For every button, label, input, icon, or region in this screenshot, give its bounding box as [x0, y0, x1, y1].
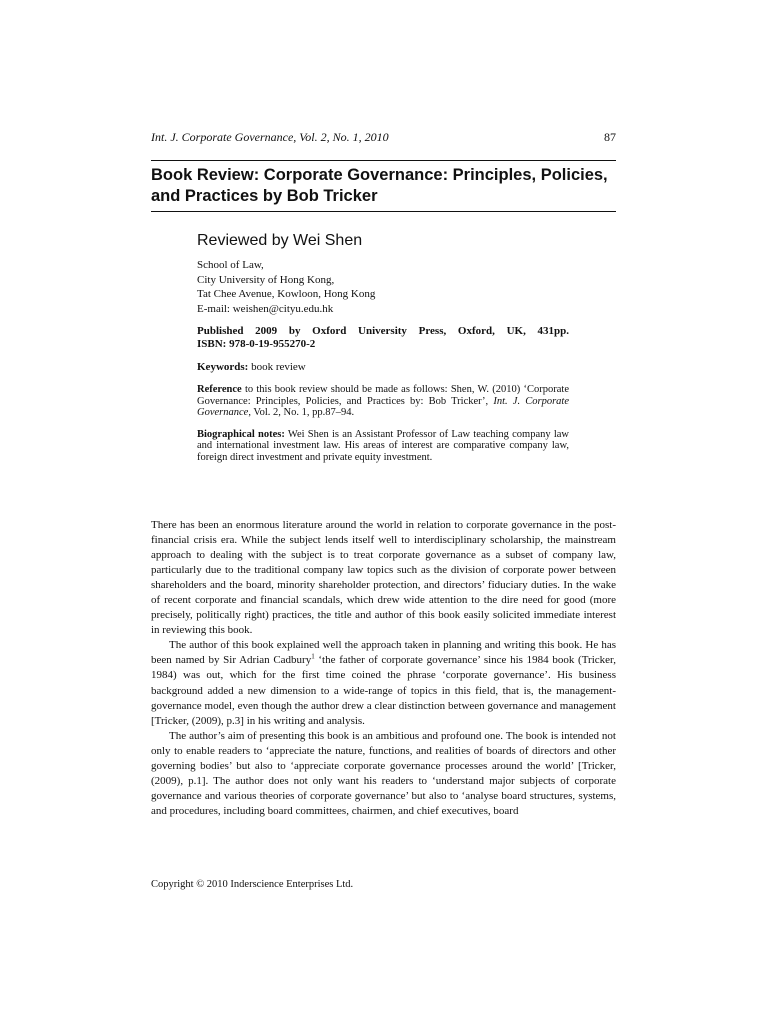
- paragraph-2-text-b: ‘the father of corporate governance’ since his 1984 book (Tricker, 1984) was out, which for the first time coined the phrase ‘corporate governance’. His business background added a new dimension to a wide-range of topics in this field, that is, the management-governance model, even though the author drew a clear distinction between governance and management [Tricker, (2009), p.3] in his writing and analysis.: [151, 654, 616, 727]
- keywords-value: book review: [251, 361, 306, 373]
- reference-journal: Int. J. Corporate Governance: [197, 395, 569, 418]
- paragraph-1: There has been an enormous literature around the world in relation to corporate governance in the post-financial crisis era. While the subject lends itself well to interdisciplinary scholarship, the mainstream approach to dealing with the subject is to treat corporate governance as a subset of company law, particularly due to the traditional company law topics such as the division of corporate power between shareholders and the board, minority shareholder protection, and directors’ fiduciary duties. In the wake of recent corporate and financial scandals, which drew wide attention to the dire need for good (more precisely, politically right) practices, the title and author of this book easily solicited immediate interest in reviewing this book.: [151, 519, 616, 637]
- title-rule-bottom: [151, 211, 616, 212]
- affiliation-block: [197, 258, 569, 316]
- publication-line: Published 2009 by Oxford University Press, Oxford, UK, 431pp.: [197, 325, 569, 337]
- reference-text: to this book review should be made as follows: Shen, W. (2010) ‘Corporate Governance: Principles, Policies, and Practices by: Bob Tricker’,: [197, 384, 570, 407]
- reference-details: , Vol. 2, No. 1, pp.87–94.: [248, 407, 355, 418]
- paragraph-3: The author’s aim of presenting this book is an ambitious and profound one. The book is intended not only to enable readers to ‘appreciate the nature, functions, and realities of boards of directors and other governing bodies’ but also to ‘appreciate corporate governance processes around the world’ [Tricker, (2009), p.1]. The author does not only want his readers to ‘understand major subjects of corporate governance and various theories of corporate governance’ but also to ‘analyse board structures, systems, and procedures, including board committees, chairmen, and chief executives, board: [151, 729, 616, 817]
- paragraph-2-text-a: The author of this book explained well the approach taken in planning and writing this book. He has been named by Sir Adrian Cadbury: [151, 639, 616, 667]
- running-head: [151, 130, 616, 145]
- paragraph-2: [151, 638, 616, 728]
- affiliation-school: School of Law,: [197, 259, 264, 271]
- bio-text: Wei Shen is an Assistant Professor of Law teaching company law and international investment law. His areas of interest are comparative company law, foreign direct investment and private equity investment.: [197, 428, 569, 463]
- article-title: Book Review: Corporate Governance: Principles, Policies, and Practices by Bob Tricker: [151, 166, 608, 205]
- isbn-line: ISBN: 978-0-19-955270-2: [197, 338, 316, 350]
- publication-info: [197, 325, 569, 351]
- title-rule-top: [151, 160, 616, 161]
- footnote-marker: 1: [311, 652, 315, 661]
- reference-block: [197, 384, 569, 419]
- affiliation-address: Tat Chee Avenue, Kowloon, Hong Kong: [197, 288, 376, 300]
- reference-label: Reference: [197, 384, 242, 395]
- keywords-label: Keywords:: [197, 361, 249, 373]
- page-number: 87: [604, 130, 616, 144]
- reviewer-heading: Reviewed by Wei Shen: [197, 232, 363, 249]
- journal-citation: Int. J. Corporate Governance, Vol. 2, No. 1, 2010: [151, 130, 389, 144]
- copyright-notice: Copyright © 2010 Inderscience Enterprises Ltd.: [151, 879, 354, 890]
- bio-label: Biographical notes:: [197, 428, 285, 440]
- biographical-notes: [197, 429, 569, 464]
- body-text: [151, 518, 616, 819]
- affiliation-university: City University of Hong Kong,: [197, 273, 335, 286]
- front-matter: [197, 232, 569, 463]
- affiliation-email: E-mail: weishen@cityu.edu.hk: [197, 302, 334, 315]
- keywords: [197, 361, 569, 374]
